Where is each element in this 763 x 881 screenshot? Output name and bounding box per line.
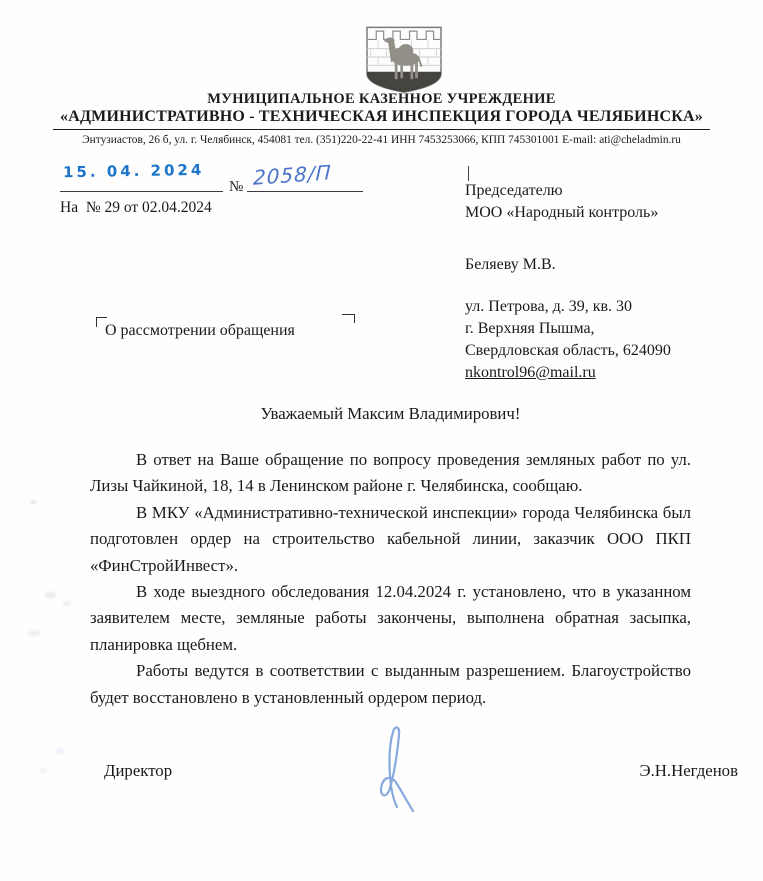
recipient-region-zip: Свердловская область, 624090: [465, 342, 671, 359]
recipient-street: ул. Петрова, д. 39, кв. 30: [465, 298, 633, 315]
organization-name-underline: [53, 108, 710, 130]
number-underline: [247, 191, 363, 192]
recipient-city: г. Верхняя Пышма,: [465, 320, 595, 337]
scan-speck: [40, 768, 47, 773]
subject-corner-mark-right: [342, 314, 355, 323]
salutation: Уважаемый Максим Владимирович!: [260, 404, 521, 423]
body-paragraph: В ходе выездного обследования 12.04.2024 г. установлено, что в указанном заявителем месте, земляные работы закончены, выполнена обратная засыпка, планировка щебнем.: [90, 582, 691, 654]
scan-speck: [30, 500, 37, 504]
scan-speck: [28, 630, 41, 636]
subject-line: О рассмотрении обращения: [105, 322, 295, 339]
body-paragraph: Работы ведутся в соответствии с выданным разрешением. Благоустройство будет восстановлено в установленный ордером период.: [90, 661, 691, 707]
recipient-person: Беляеву М.В.: [465, 256, 556, 273]
chelyabinsk-camel-coat-of-arms-icon: [356, 20, 452, 99]
organization-name-line2: «АДМИНИСТРАТИВНО - ТЕХНИЧЕСКАЯ ИНСПЕКЦИЯ ГОРОДА ЧЕЛЯБИНСКА»: [60, 108, 703, 125]
recipient-title: Председателю: [465, 182, 563, 199]
scan-speck: [55, 748, 64, 754]
outgoing-date-stamp: 15. 04. 2024: [62, 160, 205, 182]
in-reply-to-line: На № 29 от 02.04.2024: [60, 199, 212, 216]
address-field-corner-mark: [468, 166, 469, 181]
outgoing-number-label: №: [229, 179, 244, 195]
signatory-role: Директор: [104, 761, 173, 780]
body-paragraph: В МКУ «Административно-технической инспекции» города Челябинска был подготовлен ордер на строительство кабельной линии, заказчик ООО ПКП «ФинСтройИнвест».: [90, 502, 691, 575]
signatory-name: Э.Н.Негденов: [639, 761, 738, 780]
body-paragraph: В ответ на Ваше обращение по вопросу проведения земляных работ по ул. Лизы Чайкиной, 18, 14 в Ленинском районе г. Челябинска, сообщаю.: [90, 450, 691, 496]
director-signature-scribble-icon: [366, 722, 456, 819]
recipient-block: [465, 180, 671, 384]
organization-name-line1: МУНИЦИПАЛЬНОЕ КАЗЕННОЕ УЧРЕЖДЕНИЕ: [207, 91, 556, 107]
recipient-email: nkontrol96@mail.ru: [465, 364, 596, 381]
scan-speck: [63, 601, 71, 606]
date-underline: [60, 191, 223, 192]
letterhead-contacts: Энтузиастов, 26 б, ул. г. Челябинск, 454081 тел. (351)220-22-41 ИНН 7453253066, КПП 745301001 E-mail: ati@cheladmin.ru: [82, 134, 681, 146]
letter-body: [90, 447, 691, 711]
outgoing-number-handwritten: 2058/П: [252, 160, 333, 190]
recipient-organization: МОО «Народный контроль»: [465, 204, 659, 221]
scan-speck: [45, 592, 56, 598]
